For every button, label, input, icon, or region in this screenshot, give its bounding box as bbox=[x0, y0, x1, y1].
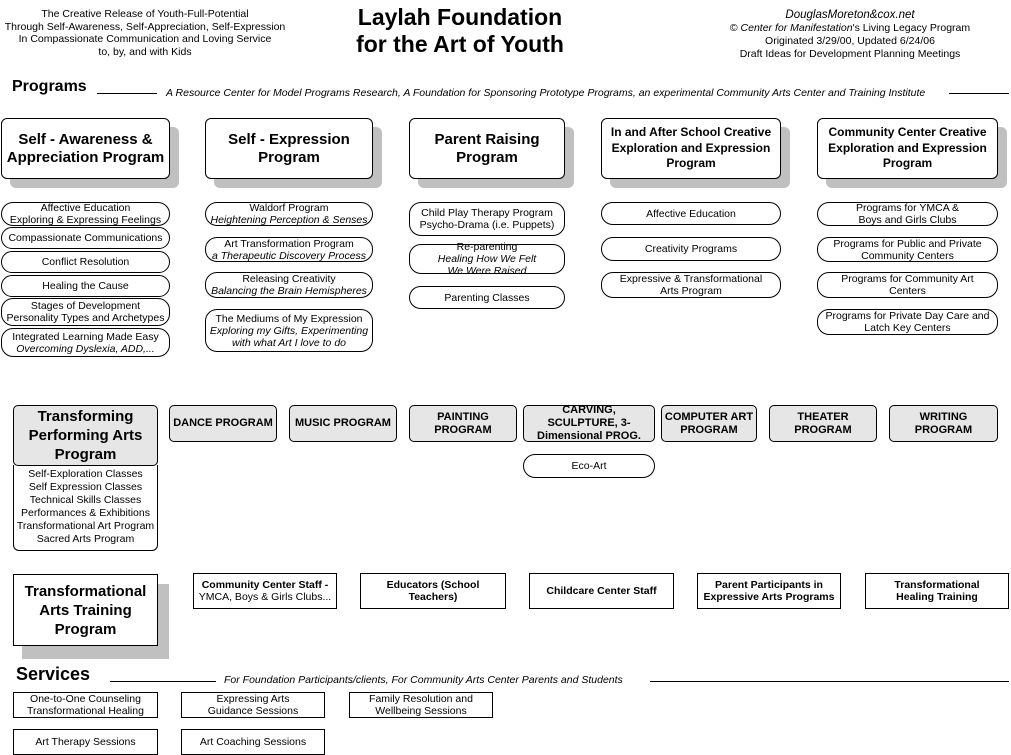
item-line: Child Play Therapy Program bbox=[421, 207, 553, 219]
program-item bbox=[817, 237, 998, 262]
credit-suffix: 's Living Legacy Program bbox=[852, 22, 971, 34]
service-box bbox=[349, 692, 493, 718]
program-title: In and After School Creative Exploration and Expression Program bbox=[601, 118, 781, 179]
divider-line bbox=[949, 93, 1009, 94]
programs-tagline: A Resource Center for Model Programs Research, A Foundation for Sponsoring Prototype Programs, an experimental Community Arts Center and Training Institute bbox=[166, 87, 926, 99]
item-line: Eco-Art bbox=[571, 460, 607, 472]
copyright-symbol: © bbox=[729, 22, 741, 34]
item-line: The Mediums of My Expression bbox=[215, 312, 363, 325]
item-line: Balancing the Brain Hemispheres bbox=[211, 285, 367, 297]
performing-arts-title: Transforming Performing Arts Program bbox=[13, 405, 158, 466]
program-title: Self - Awareness & Appreciation Program bbox=[1, 118, 170, 179]
box-line: One-to-One Counseling bbox=[30, 692, 141, 705]
program-title: Community Center Creative Exploration and Expression Program bbox=[817, 118, 998, 179]
program-item bbox=[601, 237, 781, 261]
contact-email: DouglasMoreton&cox.net bbox=[785, 9, 915, 21]
program-item bbox=[1, 328, 170, 357]
class-item: Self-Exploration Classes bbox=[28, 468, 143, 480]
box-line: Educators (School bbox=[386, 578, 480, 591]
item-line: Programs for Community Art bbox=[841, 273, 974, 285]
performing-arts-classes bbox=[13, 465, 158, 551]
service-box bbox=[13, 729, 158, 755]
item-line: Affective Education bbox=[40, 202, 131, 214]
carving-sculpture-box: CARVING, SCULPTURE, 3-Dimensional PROG. bbox=[523, 405, 655, 442]
mission-line: to, by, and with Kids bbox=[98, 45, 192, 58]
program-item bbox=[1, 227, 170, 249]
item-line: Programs for Public and Private bbox=[833, 237, 982, 250]
training-box bbox=[865, 573, 1009, 609]
program-item bbox=[1, 251, 170, 273]
item-line: Releasing Creativity bbox=[242, 273, 336, 285]
item-line: Arts Program bbox=[660, 285, 722, 297]
service-box bbox=[181, 729, 325, 755]
item-line: Affective Education bbox=[646, 207, 736, 220]
mission-line: Through Self-Awareness, Self-Appreciation, Self-Expression bbox=[4, 20, 286, 33]
box-line: Expressing Arts bbox=[216, 692, 290, 705]
box-line: Expressive Arts Programs bbox=[703, 591, 835, 603]
title-line-1: Laylah Foundation bbox=[357, 4, 563, 30]
service-box bbox=[181, 692, 325, 718]
item-line: Stages of Development bbox=[30, 300, 141, 312]
header-credits bbox=[700, 9, 1000, 61]
item-line: Psycho-Drama (i.e. Puppets) bbox=[419, 219, 555, 231]
divider-line bbox=[650, 681, 1009, 682]
item-line: Healing the Cause bbox=[42, 280, 129, 292]
item-line: Community Centers bbox=[861, 249, 954, 262]
program-item bbox=[409, 286, 565, 309]
organization-name: Center for Manifestation bbox=[740, 22, 853, 34]
class-item: Transformational Art Program bbox=[16, 520, 155, 532]
item-line: Latch Key Centers bbox=[864, 322, 951, 334]
box-line: Wellbeing Sessions bbox=[375, 705, 467, 717]
program-item bbox=[409, 241, 565, 277]
program-item bbox=[205, 237, 373, 262]
program-item bbox=[601, 202, 781, 225]
programs-section-title: Programs bbox=[12, 78, 87, 95]
title-line-2: for the Art of Youth bbox=[356, 31, 564, 57]
item-line: a Therapeutic Discovery Process bbox=[211, 249, 367, 262]
painting-program-box: PAINTING PROGRAM bbox=[409, 405, 517, 442]
mission-line: In Compassionate Communication and Loving Service bbox=[18, 33, 272, 45]
item-line: Programs for Private Day Care and bbox=[825, 310, 990, 322]
program-item bbox=[205, 309, 373, 352]
training-box bbox=[360, 573, 506, 609]
dates-line: Originated 3/29/00, Updated 6/24/06 bbox=[765, 35, 935, 47]
box-line: Transformational Healing bbox=[27, 705, 144, 717]
item-line: Programs for YMCA & bbox=[855, 202, 960, 214]
box-line: Family Resolution and bbox=[369, 692, 473, 705]
box-line: Community Center Staff - bbox=[201, 578, 329, 591]
box-line: Guidance Sessions bbox=[207, 705, 299, 717]
program-self-awareness bbox=[1, 118, 170, 179]
item-line: Re-parenting bbox=[456, 241, 518, 253]
program-item bbox=[205, 272, 373, 298]
training-box bbox=[193, 573, 337, 609]
training-program-title: Transformational Arts Training Program bbox=[13, 574, 158, 646]
program-self-expression bbox=[205, 118, 373, 179]
item-line: Healing How We Felt bbox=[437, 253, 537, 265]
item-line: Waldorf Program bbox=[249, 202, 329, 214]
program-item bbox=[817, 272, 998, 298]
item-line: Art Transformation Program bbox=[224, 237, 354, 250]
class-item: Self Expression Classes bbox=[28, 481, 143, 493]
mission-line: The Creative Release of Youth-Full-Potential bbox=[41, 8, 249, 20]
box-line: Art Therapy Sessions bbox=[35, 735, 136, 748]
class-item: Technical Skills Classes bbox=[29, 494, 142, 506]
program-item bbox=[601, 272, 781, 298]
music-program-box: MUSIC PROGRAM bbox=[289, 405, 397, 442]
program-title: Parent Raising Program bbox=[409, 118, 565, 179]
computer-art-program-box: COMPUTER ART PROGRAM bbox=[661, 405, 757, 442]
item-line: Exploring & Expressing Feelings bbox=[9, 214, 162, 226]
item-line: We Were Raised bbox=[447, 265, 527, 277]
box-line: Art Coaching Sessions bbox=[199, 735, 307, 748]
divider-line bbox=[110, 681, 216, 682]
item-line: Exploring my Gifts, Experimenting bbox=[209, 324, 369, 337]
item-line: Compassionate Communications bbox=[8, 232, 163, 244]
item-line: with what Art I love to do bbox=[232, 336, 346, 349]
program-item bbox=[1, 202, 170, 226]
program-item bbox=[817, 202, 998, 226]
program-item bbox=[409, 202, 565, 236]
item-line: Integrated Learning Made Easy bbox=[12, 330, 159, 343]
class-item: Performances & Exhibitions bbox=[21, 507, 150, 519]
box-line: Transformational bbox=[894, 578, 980, 591]
writing-program-box: WRITING PROGRAM bbox=[889, 405, 998, 442]
box-line: Parent Participants in bbox=[715, 578, 823, 591]
class-item: Sacred Arts Program bbox=[36, 533, 135, 545]
item-line: Expressive & Transformational bbox=[619, 273, 763, 285]
eco-art-item bbox=[523, 454, 655, 478]
item-line: Centers bbox=[889, 285, 926, 297]
service-box bbox=[13, 692, 158, 718]
box-line: YMCA, Boys & Girls Clubs... bbox=[198, 591, 332, 603]
program-item bbox=[1, 275, 170, 297]
training-box bbox=[697, 573, 841, 609]
training-box bbox=[529, 573, 674, 609]
item-line: Heightening Perception & Senses bbox=[210, 214, 368, 226]
services-section-title: Services bbox=[16, 664, 91, 684]
program-item bbox=[1, 298, 170, 326]
program-parent-raising bbox=[409, 118, 565, 179]
draft-note: Draft Ideas for Development Planning Meetings bbox=[739, 48, 961, 60]
program-in-after-school bbox=[601, 118, 781, 179]
program-community-center bbox=[817, 118, 998, 179]
divider-line bbox=[97, 93, 157, 94]
item-line: Parenting Classes bbox=[444, 291, 530, 304]
program-item bbox=[205, 202, 373, 226]
dance-program-box: DANCE PROGRAM bbox=[169, 405, 277, 442]
page-title bbox=[300, 4, 620, 58]
item-line: Boys and Girls Clubs bbox=[858, 214, 957, 226]
box-line: Teachers) bbox=[408, 591, 458, 603]
item-line: Conflict Resolution bbox=[41, 256, 130, 268]
item-line: Overcoming Dyslexia, ADD,... bbox=[16, 342, 155, 355]
header-mission-statement bbox=[0, 8, 290, 58]
box-line: Childcare Center Staff bbox=[546, 584, 657, 597]
services-tagline: For Foundation Participants/clients, For Community Arts Center Parents and Students bbox=[224, 674, 623, 686]
theater-program-box: THEATER PROGRAM bbox=[769, 405, 877, 442]
box-line: Healing Training bbox=[896, 591, 978, 603]
program-item bbox=[817, 309, 998, 335]
program-title: Self - Expression Program bbox=[205, 118, 373, 179]
credit-line bbox=[700, 22, 1000, 35]
item-line: Creativity Programs bbox=[644, 243, 738, 255]
item-line: Personality Types and Archetypes bbox=[6, 312, 165, 324]
